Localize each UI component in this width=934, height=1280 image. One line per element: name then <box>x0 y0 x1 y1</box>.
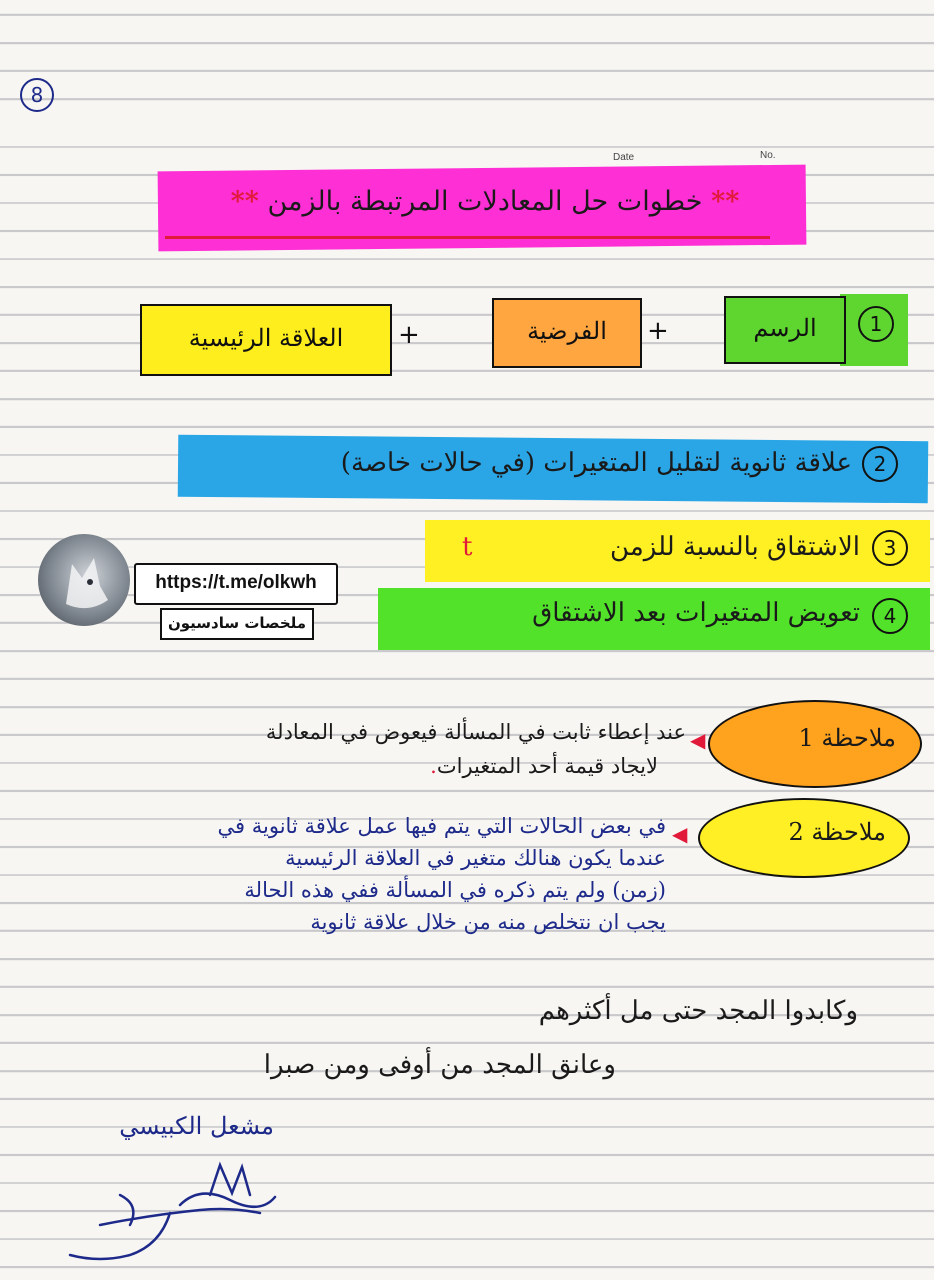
note2-arrow-icon: ◀ <box>672 822 688 846</box>
date-label: Date <box>613 152 635 163</box>
telegram-link[interactable]: https://t.me/olkwh <box>134 563 338 605</box>
note1-label: ملاحظة 1 <box>798 724 896 752</box>
step2-text: علاقة ثانوية لتقليل المتغيرات (في حالات خاصة) <box>340 448 852 478</box>
no-label: No. <box>760 150 776 161</box>
note1-arrow-icon: ◀ <box>690 728 706 752</box>
step3-variable: t <box>462 532 473 562</box>
wolf-logo-icon <box>38 534 130 626</box>
handwritten-signature <box>60 1155 290 1265</box>
title-underline <box>165 236 770 239</box>
note2-line1: في بعض الحالات التي يتم فيها عمل علاقة ثانوية في <box>217 814 666 838</box>
poem-line1: وكابدوا المجد حتى مل أكثرهم <box>538 996 858 1026</box>
note2-line2: عندما يكون هنالك متغير في العلاقة الرئيسية <box>285 846 666 870</box>
plus-sign-2: + <box>398 320 420 350</box>
note2-line4: يجب ان نتخلص منه من خلال علاقة ثانوية <box>310 910 666 934</box>
note1-line2-text: لايجاد قيمة أحد المتغيرات <box>436 754 658 778</box>
step3-number: 3 <box>872 530 908 566</box>
drawing-box: الرسم <box>724 296 846 364</box>
title-stars-right: ** <box>711 186 740 217</box>
poem-line2: وعانق المجد من أوفى ومن صبرا <box>263 1050 616 1080</box>
red-dot: . <box>430 754 437 778</box>
title-stars-left: ** <box>230 186 259 217</box>
step4-text: تعويض المتغيرات بعد الاشتقاق <box>532 598 860 628</box>
step2-number: 2 <box>862 446 898 482</box>
signature-name: مشعل الكبيسي <box>119 1112 274 1140</box>
note1-line2 <box>430 754 658 778</box>
note2-label: ملاحظة 2 <box>788 818 886 846</box>
note1-line1: عند إعطاء ثابت في المسألة فيعوض في المعادلة <box>265 720 686 744</box>
step3-text: الاشتقاق بالنسبة للزمن <box>610 532 860 562</box>
main-relation-box: العلاقة الرئيسية <box>140 304 392 376</box>
page-number: 8 <box>20 78 54 112</box>
step1-number: 1 <box>858 306 894 342</box>
note2-line3: (زمن) ولم يتم ذكره في المسألة ففي هذه الحالة <box>244 878 666 902</box>
brand-label: ملخصات سادسيون <box>160 608 314 640</box>
assumption-box: الفرضية <box>492 298 642 368</box>
page-title <box>175 186 795 217</box>
step4-number: 4 <box>872 598 908 634</box>
plus-sign-1: + <box>647 316 669 346</box>
title-text: خطوات حل المعادلات المرتبطة بالزمن <box>267 186 703 217</box>
